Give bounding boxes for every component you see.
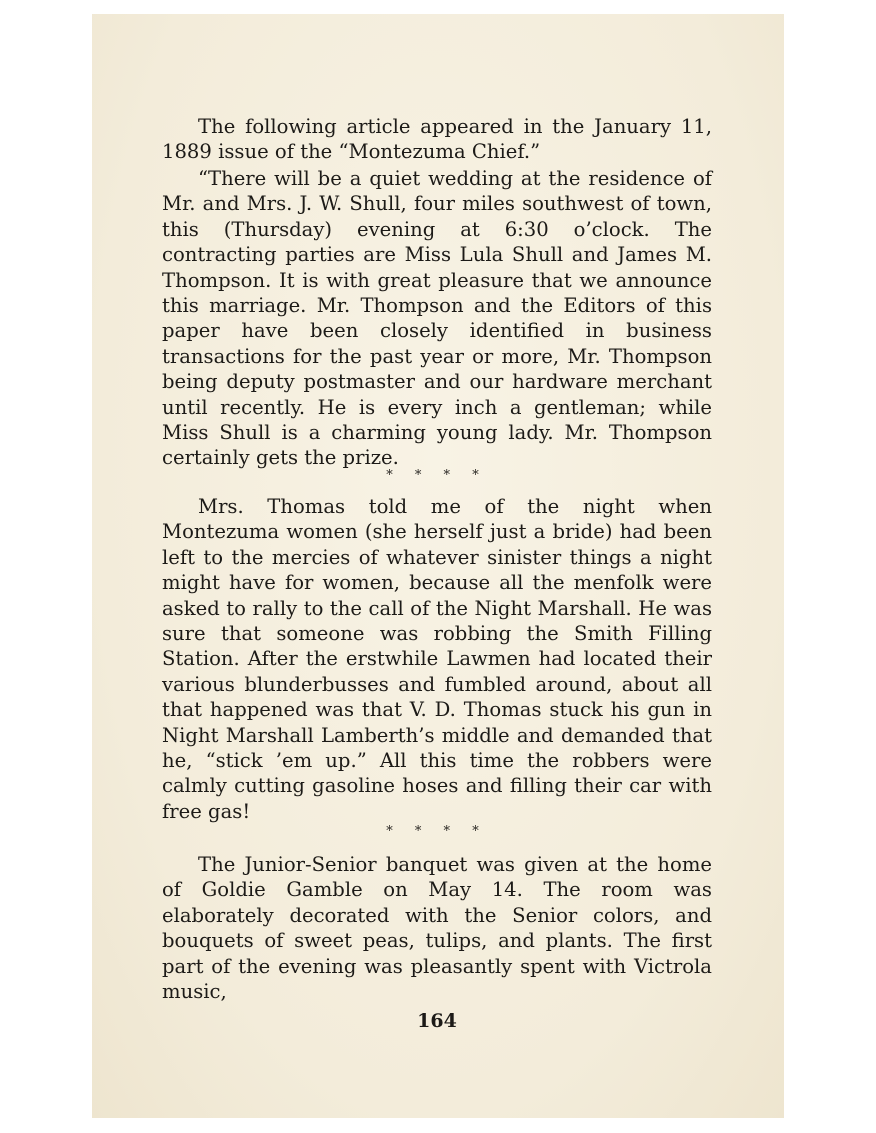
paragraph-text: The Junior-Senior banquet was given at the home of Goldie Gamble on May 14. The room was elaborately decorated with the Senior colors, and bouquets of sweet peas, tulips, and plants. The first part of the evening was pleasantly spent with Victrola music,: [162, 853, 712, 1004]
night-marshall-paragraph: [162, 494, 712, 824]
section-separator: * * * *: [386, 468, 488, 483]
intro-paragraph: [162, 114, 712, 165]
wedding-article-paragraph: [162, 166, 712, 471]
banquet-paragraph: [162, 852, 712, 1004]
paragraph-text: “There will be a quiet wedding at the residence of Mr. and Mrs. J. W. Shull, four miles southwest of town, this (Thursday) evening at 6:30 o’clock. The contracting parties are Miss Lula Shull and James M. Thompson. It is with great pleasure that we announce this marriage. Mr. Thompson and the Editors of this paper have been closely identified in business transactions for the past year or more, Mr. Thompson being deputy postmaster and our hardware merchant until recently. He is every inch a gentleman; while Miss Shull is a charming young lady. Mr. Thompson certainly gets the prize.: [162, 167, 712, 470]
section-separator: * * * *: [386, 824, 488, 839]
paragraph-text: Mrs. Thomas told me of the night when Montezuma women (she herself just a bride) had been left to the mercies of whatever sinister things a night might have for women, because all the menfolk were asked to rally to the call of the Night Marshall. He was sure that someone was robbing the Smith Filling Station. After the erstwhile Lawmen had located their various blunderbusses and fumbled around, about all that happened was that V. D. Thomas stuck his gun in Night Marshall Lamberth’s middle and demanded that he, “stick ’em up.” All this time the robbers were calmly cutting gasoline hoses and filling their car with free gas!: [162, 495, 712, 823]
page-number: 164: [417, 1010, 457, 1032]
paragraph-text: The following article appeared in the January 11, 1889 issue of the “Montezuma Chief.”: [162, 115, 712, 164]
